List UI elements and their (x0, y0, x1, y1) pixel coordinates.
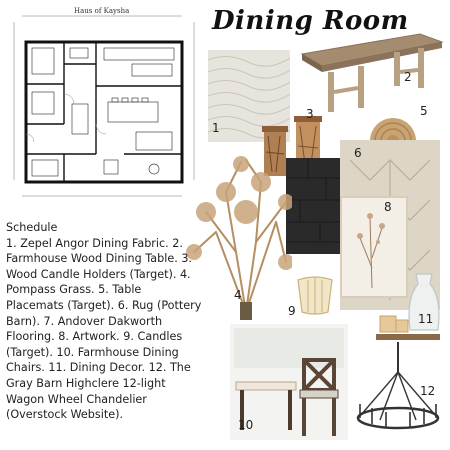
floor-plan-title: Haus of Kaysha (74, 7, 130, 15)
label-8: 8 (384, 200, 392, 214)
schedule (6, 220, 202, 423)
label-5: 5 (420, 104, 428, 118)
label-9: 9 (288, 304, 296, 318)
floor-plan-drawing (4, 4, 204, 204)
schedule-heading: Schedule (6, 221, 58, 234)
candle-jar (294, 272, 336, 316)
label-4: 4 (234, 288, 242, 302)
label-12: 12 (420, 384, 436, 398)
label-6: 6 (354, 146, 362, 160)
dark-flooring (286, 158, 346, 254)
label-11: 11 (418, 312, 434, 326)
dining-table (298, 28, 444, 116)
floor-plan (4, 4, 204, 204)
label-3: 3 (306, 107, 314, 121)
label-10: 10 (238, 418, 254, 432)
label-1: 1 (212, 121, 220, 135)
schedule-text: 1. Zepel Angor Dining Fabric. 2. Farmhouse Wood Dining Table. 3. Wood Candle Holders (Target). 4. Pompass Grass. 5. Table Placemats (Target). 6. Rug (Pottery Barn). 7. Andover Dakworth Flooring. 8. Artwork. 9. Candles (Target). 10. Farmhouse Dining Chairs. 11. Dining Decor. 12. The Gray Barn Highclere 12-light Wagon Wheel Chandelier (Overstock Website). (6, 236, 202, 422)
page-title: Dining Room (212, 6, 409, 36)
label-2: 2 (404, 70, 412, 84)
dining-decor (374, 268, 446, 348)
